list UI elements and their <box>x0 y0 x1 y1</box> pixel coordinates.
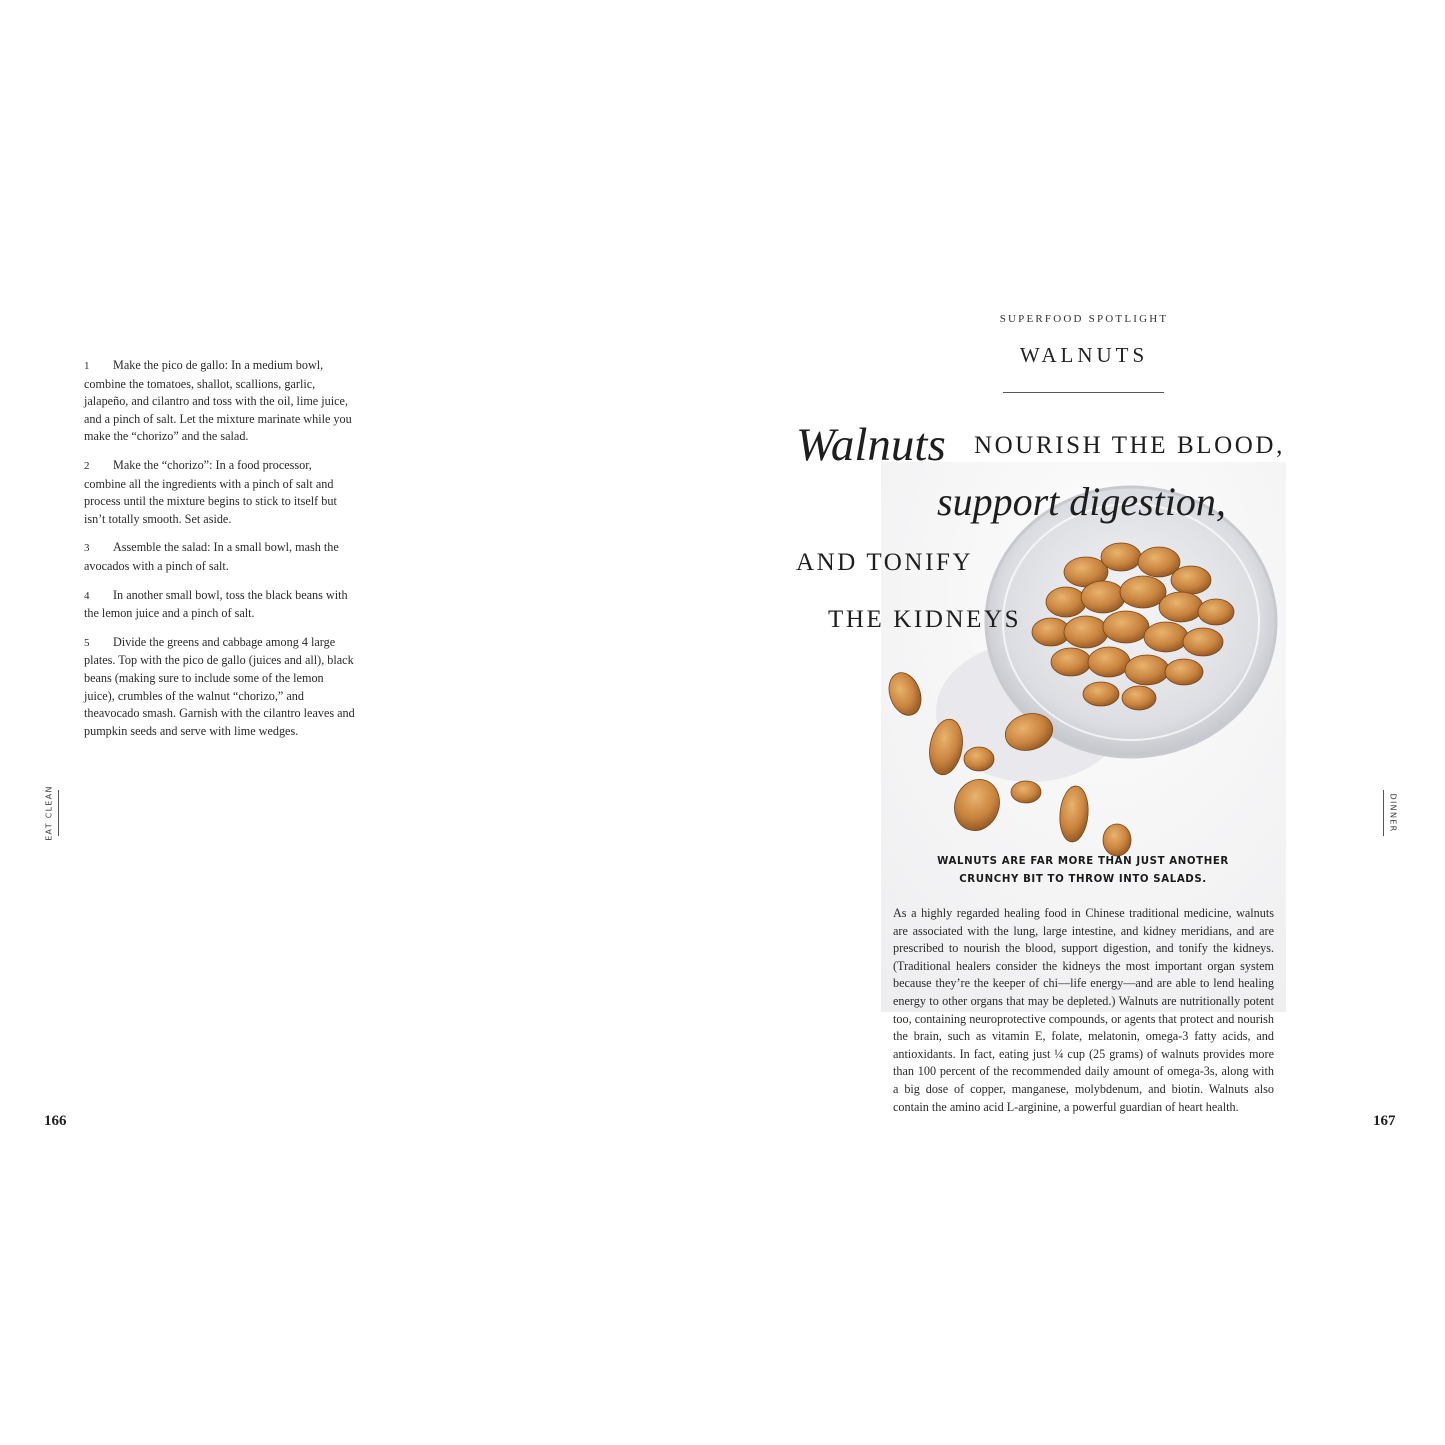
pull-quote-tonify: AND TONIFY <box>796 549 974 576</box>
body-paragraph: As a highly regarded healing food in Chinese traditional medicine, walnuts are associated with the lung, large intestine, and kidney meridians, and are prescribed to nourish the blood, support digestion, and tonify the kidneys. (Traditional healers consider the kidneys the most important organ system because they’re the keeper of chi—life energy—and are able to lend healing energy to other organs that may be depleted.) Walnuts are nutritionally potent too, containing neuroprotective compounds, or agents that protect and nourish the brain, such as vitamin E, folate, melatonin, omega-3 fatty acids, and antioxidants. In fact, eating just ¼ cup (25 grams) of walnuts provides more than 100 percent of the recommended daily amount of omega-3s, along with a big dose of copper, manganese, molybdenum, and biotin. Walnuts also contain the amino acid L-arginine, a powerful guardian of heart health. <box>893 906 1274 1114</box>
pull-quote-walnuts: Walnuts <box>796 419 946 471</box>
step-text: Make the “chorizo”: In a food processor, combine all the ingredients with a pinch of salt and process until the mixture begins to stick to itself but isn’t totally smooth. Set aside. <box>84 457 337 526</box>
step-number: 2 <box>84 459 90 472</box>
pull-quote-support: support digestion, <box>937 479 1226 524</box>
step-text: Assemble the salad: In a small bowl, mash the avocados with a pinch of salt. <box>84 540 339 573</box>
step-text: Make the pico de gallo: In a medium bowl, combine the tomatoes, shallot, scallions, garlic, jalapeño, and cilantro and toss with the oil, lime juice, and a pinch of salt. Let the mixture marinate while you make the “chorizo” and the salad. <box>84 358 352 444</box>
recipe-steps <box>84 357 356 751</box>
running-head-left: EAT CLEAN <box>44 785 54 841</box>
step-number: 1 <box>84 360 90 372</box>
page-number-left: 166 <box>44 1113 67 1129</box>
step-number: 3 <box>84 542 90 555</box>
step-number: 5 <box>84 636 90 649</box>
feature-title: WALNUTS <box>1019 343 1149 367</box>
pull-quote-kidneys: THE KIDNEYS <box>828 606 1022 633</box>
recipe-step <box>84 357 356 446</box>
running-head-right: DINNER <box>1388 793 1398 833</box>
recipe-step <box>84 457 356 528</box>
page-number-right: 167 <box>1373 1113 1396 1129</box>
step-text: Divide the greens and cabbage among 4 large plates. Top with the pico de gallo (juices and all), black beans (making sure to include some of the lemon juice), crumbles of the walnut “chorizo,” and theavocado smash. Garnish with the cilantro leaves and pumpkin seeds and serve with lime wedges. <box>84 634 355 738</box>
section-kicker: SUPERFOOD SPOTLIGHT <box>999 313 1169 325</box>
caption-line: CRUNCHY BIT TO THROW INTO SALADS. <box>959 873 1207 885</box>
recipe-step <box>84 587 356 623</box>
step-number: 4 <box>84 589 90 602</box>
recipe-step <box>84 634 356 741</box>
title-divider <box>1003 392 1164 393</box>
running-head-rule-left <box>58 790 59 836</box>
recipe-step <box>84 539 356 575</box>
step-text: In another small bowl, toss the black beans with the lemon juice and a pinch of salt. <box>84 587 348 621</box>
running-head-rule-right <box>1383 790 1384 836</box>
pull-quote-nourish: NOURISH THE BLOOD, <box>974 432 1285 459</box>
caption-line: WALNUTS ARE FAR MORE THAN JUST ANOTHER <box>937 856 1229 867</box>
photo-caption <box>935 853 1231 888</box>
